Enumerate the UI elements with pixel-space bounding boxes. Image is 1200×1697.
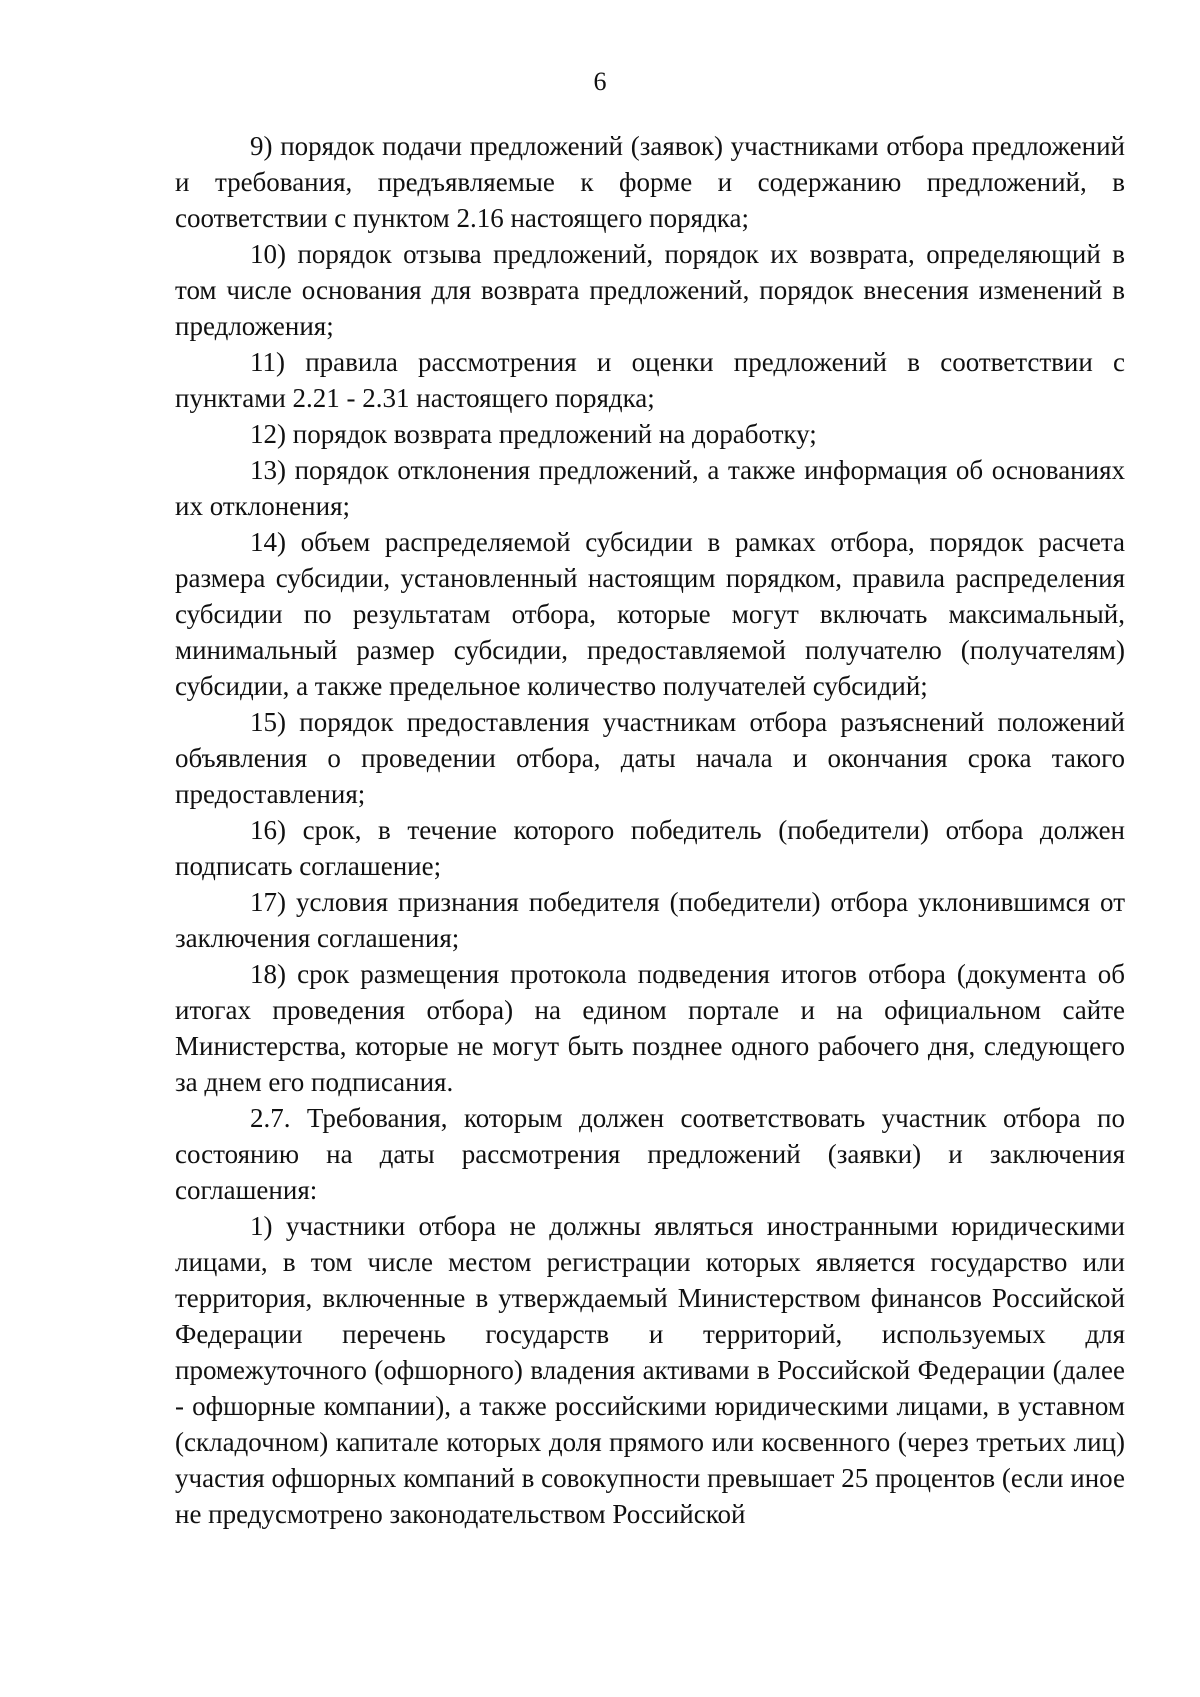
paragraph-item-14: 14) объем распределяемой субсидии в рамках отбора, порядок расчета размера субсидии, установленный настоящим порядком, правила распределения субсидии по результатам отбора, которые могут включать максимальный, минимальный размер субсидии, предоставляемой получателю (получателям) субсидии, а также предельное количество получателей субсидий; bbox=[175, 527, 1125, 701]
requirement-item-1: 1) участники отбора не должны являться иностранными юридическими лицами, в том числе местом регистрации которых является государство или территория, включенные в утверждаемый Министерством финансов Российской Федерации перечень государств и территорий, используемых для промежуточного (офшорного) владения активами в Российской Федерации (далее - офшорные компании), а также российскими юридическими лицами, в уставном (складочном) капитале которых доля прямого или косвенного (через третьих лиц) участия офшорных компаний в совокупности превышает 25 процентов (если иное не предусмотрено законодательством Российской bbox=[175, 1211, 1125, 1529]
paragraph-item-10: 10) порядок отзыва предложений, порядок их возврата, определяющий в том числе основания для возврата предложений, порядок внесения изменений в предложения; bbox=[175, 239, 1125, 341]
paragraph-item-18: 18) срок размещения протокола подведения итогов отбора (документа об итогах проведения отбора) на едином портале и на официальном сайте Министерства, которые не могут быть позднее одного рабочего дня, следующего за днем его подписания. bbox=[175, 959, 1125, 1097]
paragraph-item-13: 13) порядок отклонения предложений, а также информация об основаниях их отклонения; bbox=[175, 455, 1125, 521]
paragraph-item-11: 11) правила рассмотрения и оценки предложений в соответствии с пунктами 2.21 - 2.31 настоящего порядка; bbox=[175, 347, 1125, 413]
paragraph-item-9: 9) порядок подачи предложений (заявок) участниками отбора предложений и требования, предъявляемые к форме и содержанию предложений, в соответствии с пунктом 2.16 настоящего порядка; bbox=[175, 131, 1125, 233]
paragraph-item-16: 16) срок, в течение которого победитель (победители) отбора должен подписать соглашение; bbox=[175, 815, 1125, 881]
section-2-7-paragraph: 2.7. Требования, которым должен соответствовать участник отбора по состоянию на даты рассмотрения предложений (заявки) и заключения соглашения: bbox=[175, 1103, 1125, 1205]
document-body bbox=[175, 128, 1125, 1532]
paragraph-item-15: 15) порядок предоставления участникам отбора разъяснений положений объявления о проведении отбора, даты начала и окончания срока такого предоставления; bbox=[175, 707, 1125, 809]
paragraph-item-12: 12) порядок возврата предложений на доработку; bbox=[250, 419, 817, 449]
page-number: 6 bbox=[593, 67, 607, 96]
paragraph-item-17: 17) условия признания победителя (победители) отбора уклонившимся от заключения соглашения; bbox=[175, 887, 1125, 953]
